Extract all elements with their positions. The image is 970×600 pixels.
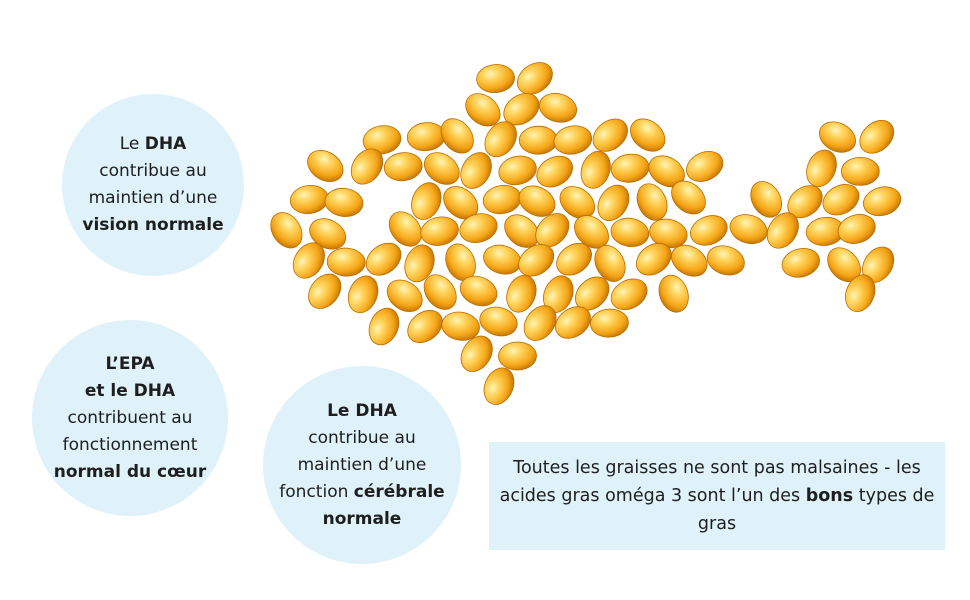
capsule (498, 342, 536, 371)
capsule (834, 210, 879, 248)
capsule (779, 244, 823, 281)
vision-line2: contribue au (99, 161, 207, 181)
capsule (264, 207, 308, 254)
capsule (551, 123, 594, 158)
capsule (801, 145, 842, 191)
heart-line3: contribuent au (67, 407, 193, 428)
brain-line2: contribue au (308, 427, 416, 448)
heart-line4: fonctionnement (62, 434, 198, 455)
capsule (841, 157, 879, 185)
capsule (519, 126, 557, 155)
vision-line1-pre: Le (119, 134, 145, 154)
capsule (860, 183, 904, 220)
capsule (654, 271, 693, 316)
capsule (475, 63, 515, 94)
capsule (288, 183, 330, 216)
capsule (703, 241, 748, 280)
capsule (343, 271, 383, 317)
capsule (536, 89, 580, 126)
info-text-bold: bons (805, 486, 854, 506)
capsule (610, 152, 651, 184)
dha-vision-bubble (62, 94, 244, 276)
capsule (480, 241, 525, 279)
heart-line5: normal du cœur (53, 461, 207, 482)
capsule (364, 304, 405, 350)
capsule (576, 147, 615, 192)
brain-line1: Le DHA (327, 400, 397, 421)
heart-line1: L’EPA (105, 353, 155, 374)
capsule (587, 112, 634, 158)
vision-line4: vision normale (82, 215, 224, 235)
brain-line5: normale (322, 508, 402, 529)
capsule (682, 146, 728, 187)
capsule (496, 152, 540, 188)
capsule (302, 144, 349, 188)
capsule (609, 215, 651, 249)
brain-line3: maintien d’une (297, 454, 427, 475)
epa-dha-heart-bubble (32, 320, 228, 516)
info-text-pre: Toutes les graisses ne sont pas malsaines - les acides gras oméga 3 sont l’un des (499, 458, 921, 506)
brain-line4-pre: fonction (279, 481, 354, 502)
capsule (481, 182, 523, 216)
capsule (406, 121, 447, 153)
info-text-post: types de gras (697, 486, 935, 534)
omega3-info-box (489, 442, 945, 550)
capsule (589, 308, 629, 339)
capsule (624, 112, 671, 158)
capsule (383, 150, 424, 182)
vision-line1-bold: DHA (144, 134, 187, 154)
capsule (686, 210, 732, 250)
brain-line4-bold: cérébrale (353, 481, 445, 502)
heart-line2: et le DHA (84, 380, 176, 401)
capsule (323, 186, 364, 218)
dha-brain-bubble (263, 366, 461, 564)
vision-line3: maintien d’une (88, 188, 218, 208)
capsule (326, 247, 365, 277)
capsule (853, 114, 900, 160)
